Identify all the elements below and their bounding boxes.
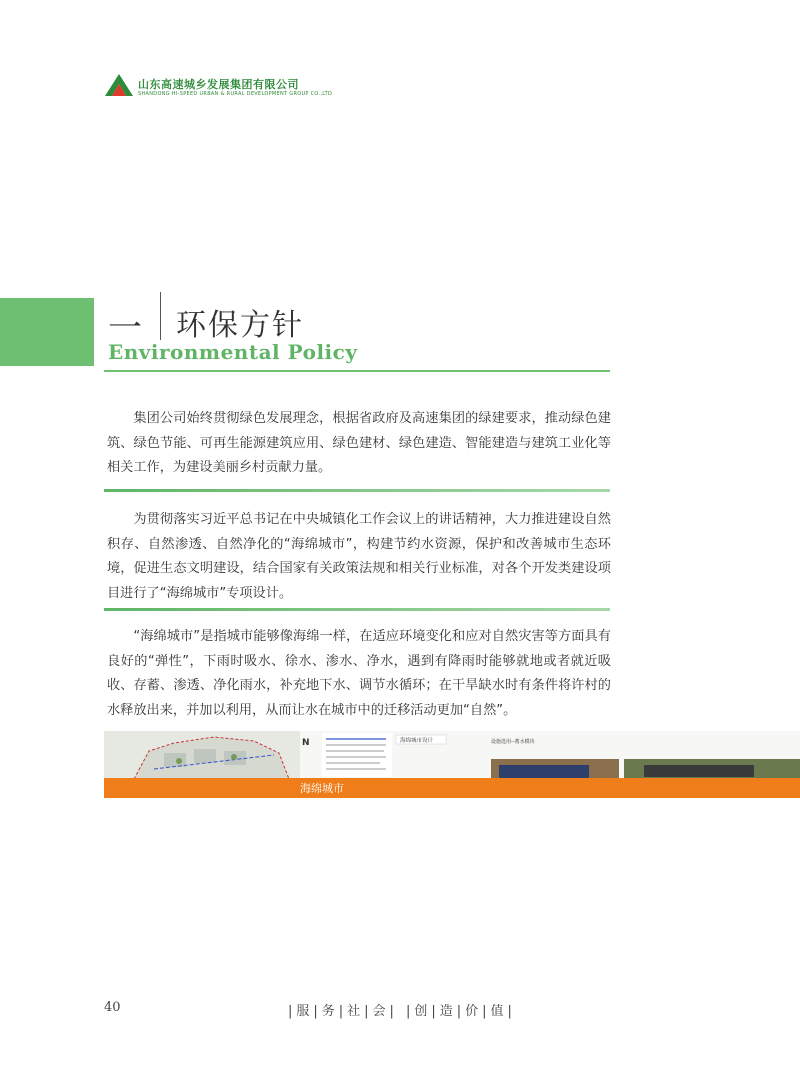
section-title-cn: 环保方针 <box>176 308 304 343</box>
title-underline <box>104 370 610 372</box>
design-notes <box>322 733 392 777</box>
paragraph-divider <box>104 489 610 492</box>
site-plan-map <box>104 731 310 779</box>
section-side-tab <box>0 298 94 366</box>
paragraph-divider <box>104 608 610 611</box>
panel-title: 海绵城市设计 <box>400 738 434 744</box>
company-logo-icon <box>104 73 134 97</box>
figure-caption: 海绵城市 <box>300 782 344 795</box>
section-title-en: Environmental Policy <box>108 340 358 364</box>
company-name-cn: 山东高速城乡发展集团有限公司 <box>138 78 299 91</box>
company-name-en: SHANDONG HI-SPEED URBAN & RURAL DEVELOPMENT GROUP CO.,LTD <box>138 91 333 97</box>
footer-slogan: |服|务|社|会| |创|造|价|值| <box>288 1004 516 1019</box>
paragraph-green-development: 集团公司始终贯彻绿色发展理念，根据省政府及高速集团的绿建要求，推动绿色建筑、绿色节能、可再生能源建筑应用、绿色建材、绿色建造、智能建造与建筑工业化等相关工作，为建设美丽乡村贡献力量。 <box>107 411 611 475</box>
page-number: 40 <box>104 1000 121 1015</box>
paragraph-sponge-city-design: 为贯彻落实习近平总书记在中央城镇化工作会议上的讲话精神，大力推进建设自然积存、自然渗透、自然净化的“海绵城市”，构建节约水资源，保护和改善城市生态环境，促进生态文明建设，结合国家有关政策法规和相关行业标准，对各个开发类建设项目进行了“海绵城市”专项设计。 <box>107 512 611 601</box>
sponge-city-figure <box>104 731 800 779</box>
title-separator <box>160 292 161 340</box>
paragraph-sponge-city-definition: “海绵城市”是指城市能够像海绵一样，在适应环境变化和应对自然灾害等方面具有良好的“弹性”，下雨时吸水、徐水、渗水、净水，遇到有降雨时能够就地或者就近吸收、存蓄、渗透、净化雨水，补充地下水、调节水循环；在干旱缺水时有条件将许村的水释放出来，并加以利用，从而让水在城市中的迁移活动更加“自然”。 <box>107 629 611 718</box>
svg-text:N: N <box>302 738 310 748</box>
panel-title-block <box>396 735 446 744</box>
section-number: 一 <box>108 308 142 348</box>
photo-label: 设施选用--蓄水模块 <box>491 739 535 745</box>
